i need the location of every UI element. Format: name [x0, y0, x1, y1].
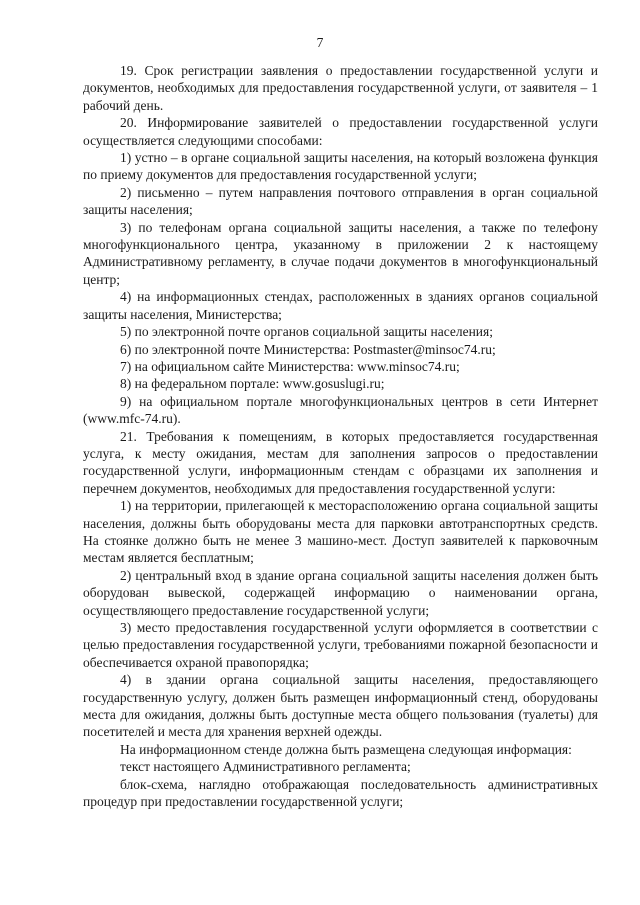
list-item: 4) на информационных стендах, расположенных в зданиях органов социальной защиты населения, Министерства;: [83, 289, 598, 322]
paragraph-19: 19. Срок регистрации заявления о предоставлении государственной услуги и документов, необходимых для предоставления государственной услуги, от заявителя – 1 рабочий день.: [83, 63, 598, 113]
list-item: текст настоящего Административного регламента;: [120, 759, 411, 775]
paragraph-20: 20. Информирование заявителей о предоставлении государственной услуги осуществляется следующими способами:: [83, 115, 598, 148]
paragraph-21: 21. Требования к помещениям, в которых предоставляется государственная услуга, к месту ожидания, местам для заполнения запросов о предоставлении государственной услуги, информационным стендам с образцами их заполнения и перечнем документов, необходимых для предоставления государственной услуги:: [83, 428, 598, 496]
document-body: [83, 62, 598, 810]
paragraph-info-stand: На информационном стенде должна быть размещена следующая информация:: [120, 741, 572, 757]
list-item: 5) по электронной почте органов социальной защиты населения;: [120, 324, 493, 340]
list-item: 2) письменно – путем направления почтового отправления в орган социальной защиты населения;: [83, 184, 598, 218]
list-item: блок-схема, наглядно отображающая последовательность административных процедур при предоставлении государственной услуги;: [83, 776, 598, 810]
list-item: 1) на территории, прилегающей к месторасположению органа социальной защиты населения, должны быть оборудованы места для парковки автотранспортных средств. На стоянке должно быть не менее 3 машино-мест. Доступ заявителей к парковочным местам является бесплатным;: [83, 498, 598, 566]
list-item: 3) по телефонам органа социальной защиты населения, а также по телефону многофункционального центра, указанному в приложении 2 к настоящему Административному регламенту, в случае подачи документов в многофункциональный центр;: [83, 219, 598, 287]
page-number: 7: [316, 35, 324, 50]
list-item: 8) на федеральном портале: www.gosuslugi.ru;: [120, 376, 385, 392]
list-item: 3) место предоставления государственной услуги оформляется в соответствии с целью предоставления государственной услуги, требованиями пожарной безопасности и обеспечивается охраной правопорядка;: [83, 620, 598, 670]
list-item: 7) на официальном сайте Министерства: www.minsoc74.ru;: [120, 358, 460, 374]
list-item: 9) на официальном портале многофункциональных центров в сети Интернет (www.mfc-74.ru).: [83, 393, 598, 427]
list-item: 1) устно – в органе социальной защиты населения, на который возложена функция по приему документов для предоставления государственной услуги;: [83, 150, 598, 183]
list-item: 4) в здании органа социальной защиты населения, предоставляющего государственную услугу, должен быть размещен информационный стенд, оборудованы места для ожидания, должны быть доступные места общего пользования (туалеты) для посетителей и места для хранения верхней одежды.: [83, 672, 598, 740]
list-item: 2) центральный вход в здание органа социальной защиты населения должен быть оборудован вывеской, содержащей информацию о наименовании органа, осуществляющего предоставление государственной услуги;: [83, 567, 598, 618]
list-item: 6) по электронной почте Министерства: Postmaster@minsoc74.ru;: [120, 341, 496, 357]
